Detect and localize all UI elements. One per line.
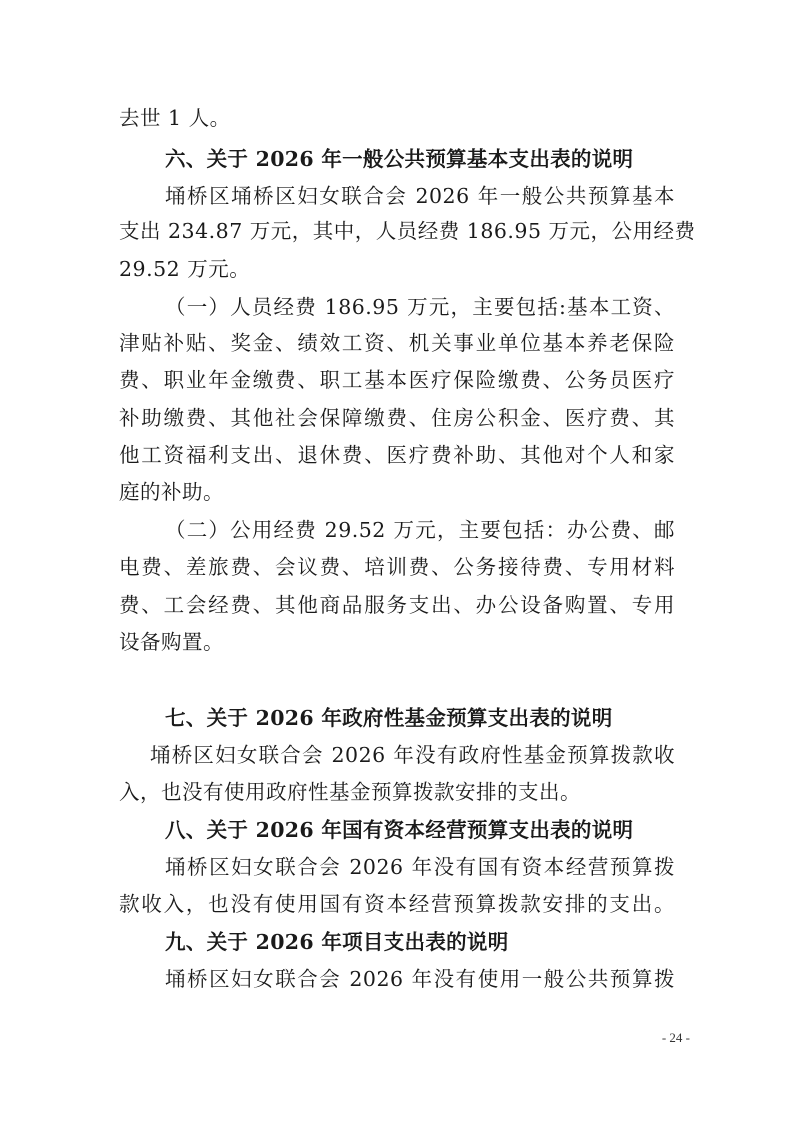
text-line: 费、职业年金缴费、职工基本医疗保险缴费、公务员医疗 [119,368,675,392]
text-line: （二）公用经费 29.52 万元，主要包括：办公费、邮 [165,518,675,542]
text-line: 埇桥区妇女联合会 2026 年没有国有资本经营预算拨 [165,855,675,879]
text-line: 津贴补贴、奖金、绩效工资、机关事业单位基本养老保险 [119,331,675,355]
text-line: 埇桥区妇女联合会 2026 年没有政府性基金预算拨款收 [150,743,675,767]
text-line: 去世 1 人。 [119,106,231,130]
text-line: 款收入，也没有使用国有资本经营预算拨款安排的支出。 [119,892,675,916]
text-line: 埇桥区埇桥区妇女联合会 2026 年一般公共预算基本 [165,184,675,208]
text-line: （一）人员经费 186.95 万元，主要包括:基本工资、 [165,295,675,319]
text-line: 支出 234.87 万元，其中，人员经费 186.95 万元，公用经费 [119,219,696,243]
text-line: 29.52 万元。 [119,257,251,281]
page-number: - 24 - [661,1030,690,1045]
text-line: 电费、差旅费、会议费、培训费、公务接待费、专用材料 [119,555,675,579]
text-line: 入，也没有使用政府性基金预算拨款安排的支出。 [119,780,581,804]
section-heading-9: 九、关于 2026 年项目支出表的说明 [165,930,509,954]
section-heading-6: 六、关于 2026 年一般公共预算基本支出表的说明 [165,147,634,171]
text-line: 补助缴费、其他社会保障缴费、住房公积金、医疗费、其 [119,406,675,430]
text-line: 设备购置。 [119,630,224,654]
text-line: 埇桥区妇女联合会 2026 年没有使用一般公共预算拨 [165,967,675,991]
section-heading-8: 八、关于 2026 年国有资本经营预算支出表的说明 [165,818,634,842]
text-line: 费、工会经费、其他商品服务支出、办公设备购置、专用 [119,593,675,617]
text-line: 他工资福利支出、退休费、医疗费补助、其他对个人和家 [119,443,675,467]
text-line: 庭的补助。 [119,480,224,504]
section-heading-7: 七、关于 2026 年政府性基金预算支出表的说明 [165,706,613,730]
